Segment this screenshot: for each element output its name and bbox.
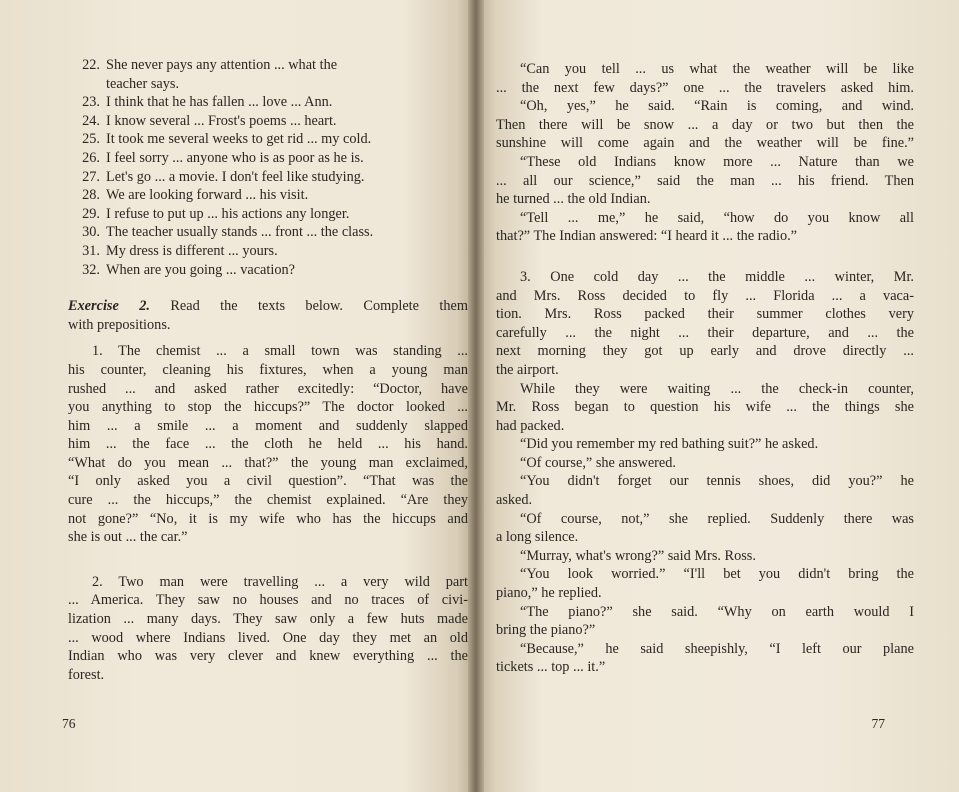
text-line: and Mrs. Ross decided to fly ... Florida ... a vaca- <box>496 287 914 304</box>
text-line: next morning they got up early and drove directly ... <box>496 343 914 360</box>
item-number: 23. <box>82 94 100 111</box>
text-line: she is out ... the car.” <box>68 529 188 546</box>
text-2-continuation <box>496 60 914 246</box>
text-line: the airport. <box>496 361 559 378</box>
text-line: that?” The Indian answered: “I heard it ... the radio.” <box>496 228 798 245</box>
exercise-item <box>68 93 468 112</box>
item-number: 29. <box>82 205 100 222</box>
exercise-item <box>68 242 468 261</box>
text-line: his counter, cleaning his fixtures, when a young man <box>68 361 468 378</box>
text-line: bring the piano?” <box>496 622 596 639</box>
item-number: 31. <box>82 242 100 259</box>
text-line: “You look worried.” “I'll bet you didn't bring the <box>520 566 914 583</box>
text-line: piano,” he replied. <box>496 585 602 602</box>
text-line: 1. The chemist ... a small town was standing ... <box>92 343 468 360</box>
text-line: a long silence. <box>496 529 579 546</box>
item-text: We are looking forward ... his visit. <box>106 187 309 204</box>
text-line: not gone?” “No, it is my wife who has the hiccups and <box>68 510 468 527</box>
exercise-2-instruction: Read the texts below. Complete them <box>149 298 468 315</box>
text-line: carefully ... the night ... their departure, and ... the <box>496 324 914 341</box>
text-line: “Tell ... me,” he said, “how do you know all <box>520 209 914 226</box>
text-line: 3. One cold day ... the middle ... winter, Mr. <box>520 268 914 285</box>
item-number <box>68 75 106 94</box>
text-line: “Can you tell ... us what the weather will be like <box>520 61 914 77</box>
exercise-item <box>68 168 468 187</box>
text-line: Mr. Ross began to question his wife ... the things she <box>496 399 914 416</box>
text-line: ... wood where Indians lived. One day they met an old <box>68 629 468 646</box>
item-text: She never pays any attention ... what the <box>106 57 338 73</box>
exercise-item <box>68 149 468 168</box>
text-line: “Because,” he said sheepishly, “I left our plane <box>520 640 914 657</box>
exercise-item <box>68 112 468 131</box>
exercise-item <box>68 223 468 242</box>
text-line: had packed. <box>496 417 565 434</box>
exercise-item <box>68 261 468 280</box>
text-line: rushed ... and asked rather excitedly: “Doctor, have <box>68 380 468 397</box>
text-line: Then there will be snow ... a day or two but then the <box>496 116 914 133</box>
item-text: My dress is different ... yours. <box>106 242 278 259</box>
exercise-item <box>68 205 468 224</box>
text-line: “What do you mean ... that?” the young man exclaimed, <box>68 454 468 471</box>
text-line: “I only asked you a civil question”. “That was the <box>68 473 468 490</box>
text-line: While they were waiting ... the check-in counter, <box>520 380 914 397</box>
item-text: The teacher usually stands ... front ... the class. <box>106 224 374 241</box>
text-line: cure ... the hiccups,” the chemist explained. “Are they <box>68 492 468 509</box>
text-line: Indian who was very clever and knew everything ... the <box>68 648 468 665</box>
text-line: “The piano?” she said. “Why on earth would I <box>520 603 914 620</box>
exercise-2-instruction-cont: with prepositions. <box>68 316 171 333</box>
text-line: 2. Two man were travelling ... a very wild part <box>92 573 468 590</box>
item-number: 25. <box>82 131 100 148</box>
page-number-right: 77 <box>871 716 885 731</box>
item-number: 26. <box>82 149 100 166</box>
exercise-item <box>68 75 468 94</box>
text-line: “These old Indians know more ... Nature than we <box>520 153 914 170</box>
text-line: “Oh, yes,” he said. “Rain is coming, and wind. <box>520 98 914 115</box>
item-text: I think that he has fallen ... love ... Ann. <box>106 94 333 111</box>
text-2-travellers <box>68 573 468 685</box>
exercise-2-title: Exercise 2. <box>68 298 150 315</box>
text-line: “Of course, not,” she replied. Suddenly there was <box>520 510 914 527</box>
page-number-left: 76 <box>62 716 76 731</box>
item-number: 27. <box>82 168 100 185</box>
exercise-1-item-list <box>68 56 468 279</box>
text-line: him ... the face ... the cloth he held ... his hand. <box>68 436 468 453</box>
exercise-item <box>68 56 468 75</box>
item-text: Let's go ... a movie. I don't feel like studying. <box>106 168 365 185</box>
text-line: tion. Mrs. Ross packed their summer clothes very <box>496 306 914 323</box>
item-text: It took me several weeks to get rid ... my cold. <box>106 131 372 148</box>
text-line: lization ... many days. They saw only a few huts made <box>68 611 468 628</box>
item-number: 22. <box>82 57 100 73</box>
text-line: forest. <box>68 666 105 683</box>
item-number: 28. <box>82 187 100 204</box>
text-line: you anything to stop the hiccups?” The doctor looked ... <box>68 399 468 416</box>
text-line: tickets ... top ... it.” <box>496 659 606 676</box>
item-number: 30. <box>82 224 100 241</box>
item-text: When are you going ... vacation? <box>106 261 295 278</box>
text-3-ross-trip <box>496 268 914 677</box>
text-line: ... America. They saw no houses and no traces of civi- <box>68 592 468 609</box>
book-spine-gutter <box>468 0 484 792</box>
text-line: “Of course,” she answered. <box>520 454 677 471</box>
exercise-2-heading <box>68 297 468 316</box>
text-line: he turned ... the old Indian. <box>496 191 651 208</box>
item-text: teacher says. <box>106 75 180 92</box>
text-line: “Murray, what's wrong?” said Mrs. Ross. <box>520 547 756 564</box>
text-line: ... the next few days?” one ... the travelers asked him. <box>496 79 914 96</box>
text-line: “Did you remember my red bathing suit?” he asked. <box>520 436 819 453</box>
right-page <box>476 0 959 792</box>
item-text: I refuse to put up ... his actions any longer. <box>106 205 350 222</box>
text-line: him ... a smile ... a moment and suddenly slapped <box>68 417 468 434</box>
text-line: ... all our science,” said the man ... his friend. Then <box>496 172 914 189</box>
left-page-text-column <box>68 56 468 684</box>
right-page-text-column <box>496 60 914 677</box>
left-page <box>0 0 476 792</box>
item-text: I feel sorry ... anyone who is as poor as he is. <box>106 149 364 166</box>
item-number: 32. <box>82 261 100 278</box>
text-line: “You didn't forget our tennis shoes, did you?” he <box>520 473 914 490</box>
item-text: I know several ... Frost's poems ... heart. <box>106 112 337 129</box>
text-line: sunshine will come again and the weather will be fine.” <box>496 135 914 152</box>
exercise-item <box>68 186 468 205</box>
text-line: asked. <box>496 492 533 509</box>
item-number: 24. <box>82 112 100 129</box>
exercise-item <box>68 130 468 149</box>
text-1-chemist <box>68 342 468 547</box>
